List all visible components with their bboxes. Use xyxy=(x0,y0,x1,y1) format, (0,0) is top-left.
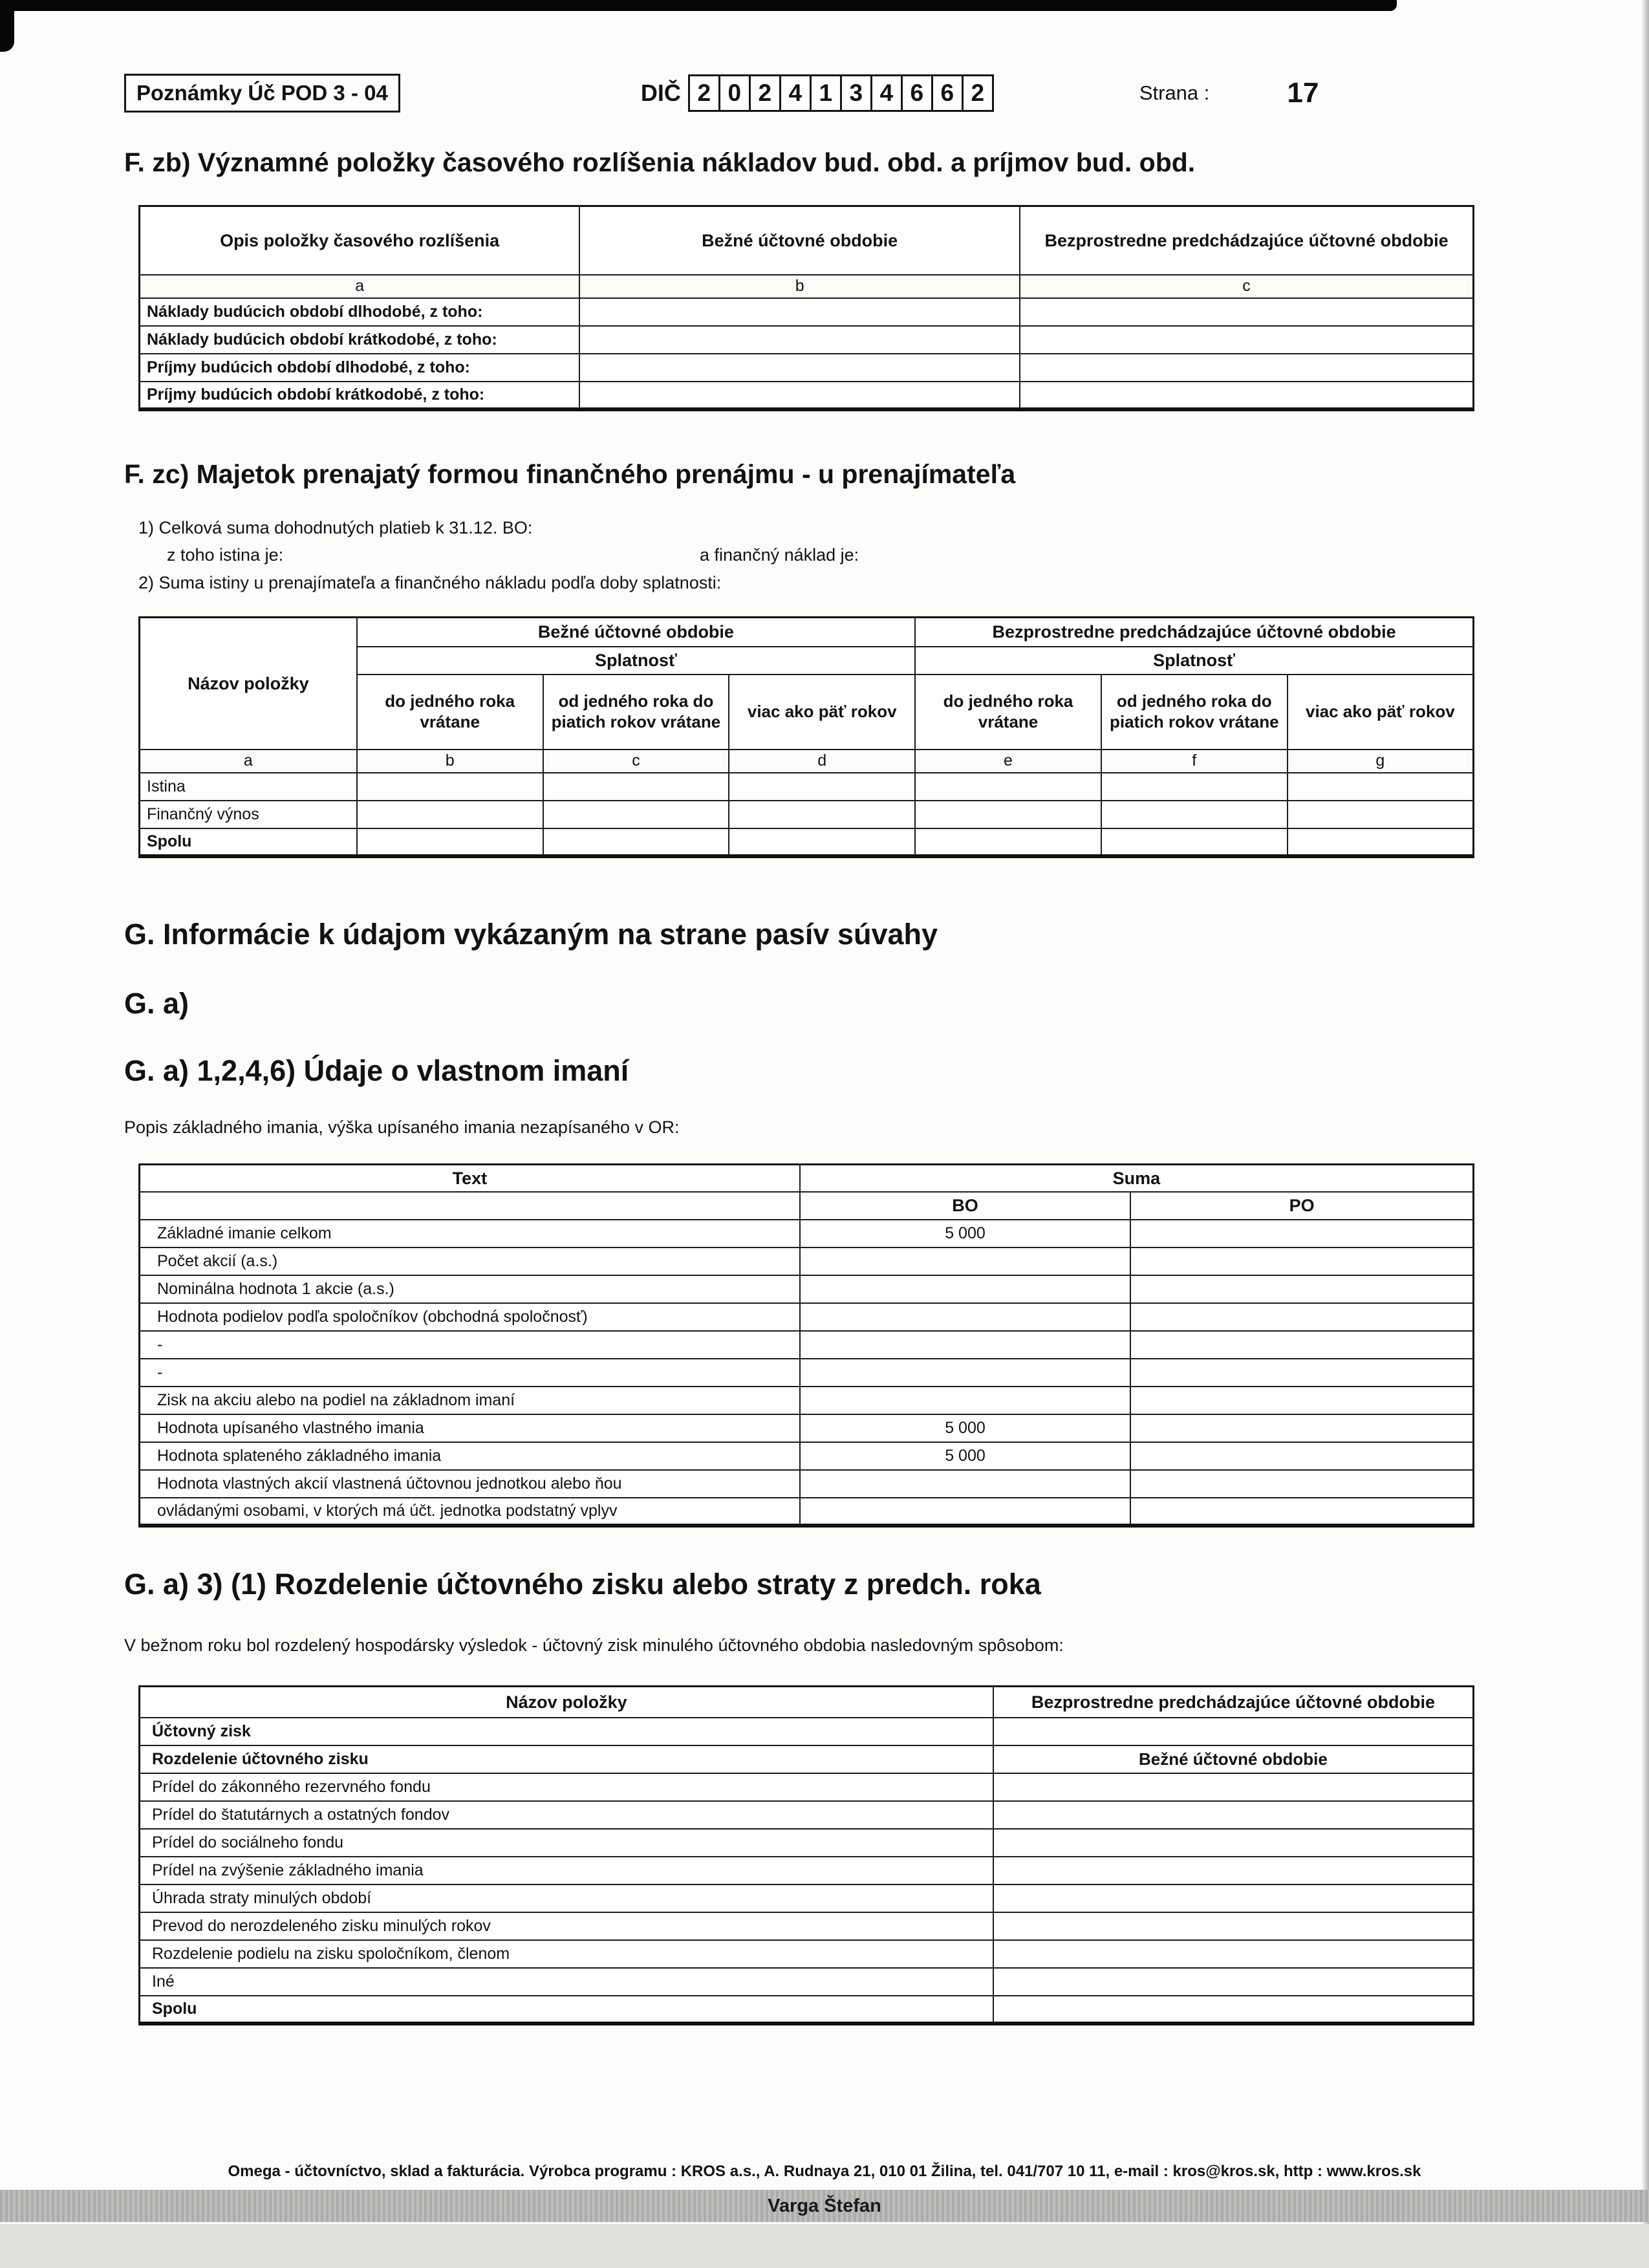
value-cell xyxy=(357,828,543,856)
value-cell-po xyxy=(1130,1331,1473,1359)
column-letter: b xyxy=(579,275,1020,298)
fzc-line-2 xyxy=(138,545,1649,566)
row-label: Prídel na zvýšenie základného imania xyxy=(140,1857,993,1885)
dic-label: DIČ xyxy=(640,80,681,106)
table-row xyxy=(140,1968,1474,1996)
column-letter: a xyxy=(140,750,357,773)
column-header-spacer xyxy=(140,1192,800,1219)
row-label: Finančný výnos xyxy=(140,801,357,828)
section-fzb-title: F. zb) Významné položky časového rozlíšenia nákladov bud. obd. a príjmov bud. obd. xyxy=(124,147,1196,177)
value-cell xyxy=(1101,773,1288,801)
section-g-title: G. Informácie k údajom vykázaným na strane pasív súvahy xyxy=(124,917,938,951)
form-id-box: Poznámky Úč POD 3 - 04 xyxy=(124,74,400,113)
row-label: Úhrada straty minulých období xyxy=(140,1885,993,1912)
row-label: Spolu xyxy=(140,1996,993,2024)
value-cell-po xyxy=(1130,1247,1473,1275)
value-cell-po xyxy=(1020,298,1473,326)
value-cell xyxy=(543,773,729,801)
value-cell xyxy=(993,1857,1474,1885)
value-cell-po xyxy=(1020,354,1473,382)
scan-artifact-right-edge xyxy=(1641,0,1649,2268)
row-label: Iné xyxy=(140,1968,993,1996)
row-label: Príjmy budúcich období dlhodobé, z toho: xyxy=(140,354,580,382)
column-subheader: viac ako päť rokov xyxy=(729,675,915,750)
value-cell xyxy=(729,773,915,801)
page-number: 17 xyxy=(1287,77,1319,109)
value-cell-bo xyxy=(800,1359,1131,1387)
distribution-intro: V bežnom roku bol rozdelený hospodársky výsledok - účtovný zisk minulého účtovného obdobia nasledovným spôsobom: xyxy=(124,1636,1064,1656)
table-row xyxy=(140,1220,1474,1247)
value-cell-po xyxy=(1130,1414,1473,1442)
section-ga-title: G. a) xyxy=(124,987,189,1021)
table-profit-distribution xyxy=(138,1685,1474,2025)
table-row xyxy=(140,1940,1474,1968)
value-cell-po xyxy=(1130,1442,1473,1470)
value-cell-po xyxy=(1130,1498,1473,1526)
page-count-label: Strana : xyxy=(1139,81,1210,104)
value-cell-bo xyxy=(579,354,1020,382)
dic-digit-cell: 6 xyxy=(901,74,933,112)
table-equity xyxy=(138,1163,1474,1528)
value-cell-bo xyxy=(800,1247,1131,1275)
value-cell xyxy=(1288,801,1474,828)
value-cell-bo xyxy=(800,1275,1131,1303)
dic-digit-cell: 6 xyxy=(931,74,964,112)
value-cell xyxy=(993,1773,1474,1801)
value-cell-bo xyxy=(800,1387,1131,1414)
table-row xyxy=(140,326,1474,354)
value-cell xyxy=(357,801,543,828)
column-letter: b xyxy=(357,750,543,773)
column-letter: d xyxy=(729,750,915,773)
value-cell xyxy=(993,1996,1474,2024)
column-header-suma: Suma xyxy=(800,1164,1474,1192)
value-cell-po xyxy=(1130,1359,1473,1387)
value-cell-po xyxy=(1020,326,1473,354)
row-label: Rozdelenie podielu na zisku spoločníkom, členom xyxy=(140,1940,993,1968)
value-cell xyxy=(993,1829,1474,1857)
value-cell xyxy=(993,1968,1474,1996)
value-cell xyxy=(993,1801,1474,1829)
row-label: - xyxy=(140,1359,800,1387)
footer-person-name: Varga Štefan xyxy=(768,2195,881,2216)
dic-digit-cell: 2 xyxy=(688,74,720,112)
column-header-desc: Opis položky časového rozlíšenia xyxy=(140,206,580,275)
fzc-line-1: 1) Celková suma dohodnutých platieb k 31.12. BO: xyxy=(138,517,533,537)
dic-digit-cell: 2 xyxy=(962,74,994,112)
table-row xyxy=(140,298,1474,326)
column-letter: c xyxy=(1020,275,1473,298)
column-letter: a xyxy=(140,275,580,298)
value-cell xyxy=(357,773,543,801)
row-label: Prídel do zákonného rezervného fondu xyxy=(140,1773,993,1801)
table-row xyxy=(140,1498,1474,1526)
value-cell-po xyxy=(1130,1387,1473,1414)
value-cell-bo xyxy=(800,1470,1131,1498)
table-row xyxy=(140,1331,1474,1359)
value-cell-bo: 5 000 xyxy=(800,1220,1131,1247)
dic-digit-cell: 4 xyxy=(779,74,812,112)
dic-digit-cell: 0 xyxy=(718,74,751,112)
dic-digit-cell: 3 xyxy=(840,74,872,112)
table-row xyxy=(140,1885,1474,1912)
value-cell: Bežné účtovné obdobie xyxy=(993,1745,1474,1773)
table-header-row xyxy=(140,1164,1474,1192)
table-row xyxy=(140,1996,1474,2024)
table-header-row xyxy=(140,617,1474,647)
row-label: Prídel do sociálneho fondu xyxy=(140,1829,993,1857)
column-subheader: do jedného roka vrátane xyxy=(915,675,1101,750)
row-label: Nominálna hodnota 1 akcie (a.s.) xyxy=(140,1275,800,1303)
table-row xyxy=(140,1912,1474,1940)
row-label: Prevod do nerozdeleného zisku minulých rokov xyxy=(140,1912,993,1940)
section-ga3-title: G. a) 3) (1) Rozdelenie účtovného zisku alebo straty z predch. roka xyxy=(124,1567,1041,1601)
row-label: Základné imanie celkom xyxy=(140,1220,800,1247)
footer-name-band xyxy=(0,2190,1649,2222)
column-subheader: viac ako päť rokov xyxy=(1288,675,1474,750)
column-header-po: Bezprostredne predchádzajúce účtovné obdobie xyxy=(1020,206,1473,275)
value-cell xyxy=(993,1940,1474,1968)
value-cell-po xyxy=(1130,1220,1473,1247)
value-cell xyxy=(993,1885,1474,1912)
value-cell xyxy=(993,1718,1474,1745)
table-header-row xyxy=(140,1192,1474,1219)
column-letter: c xyxy=(543,750,729,773)
table-row xyxy=(140,1745,1474,1773)
table-row xyxy=(140,1359,1474,1387)
table-row xyxy=(140,1718,1474,1745)
value-cell-bo: 5 000 xyxy=(800,1442,1131,1470)
row-label: ovládanými osobami, v ktorých má účt. jednotka podstatný vplyv xyxy=(140,1498,800,1526)
value-cell-po xyxy=(1130,1470,1473,1498)
value-cell xyxy=(1288,773,1474,801)
section-ga1246-title: G. a) 1,2,4,6) Údaje o vlastnom imaní xyxy=(124,1054,629,1088)
column-letter: f xyxy=(1101,750,1288,773)
row-label: Istina xyxy=(140,773,357,801)
value-cell xyxy=(543,801,729,828)
column-letter-row xyxy=(140,275,1474,298)
column-letter-row xyxy=(140,750,1474,773)
table-row xyxy=(140,1442,1474,1470)
column-header-po: PO xyxy=(1130,1192,1473,1219)
value-cell-bo: 5 000 xyxy=(800,1414,1131,1442)
scan-artifact-bottom xyxy=(0,2224,1649,2268)
column-subheader: do jedného roka vrátane xyxy=(357,675,543,750)
row-label: Účtovný zisk xyxy=(140,1718,993,1745)
value-cell xyxy=(1288,828,1474,856)
column-letter: g xyxy=(1288,750,1474,773)
dic-group xyxy=(641,74,994,112)
scan-artifact-top xyxy=(0,0,1397,11)
table-row xyxy=(140,1247,1474,1275)
row-label: Zisk na akciu alebo na podiel na základnom imaní xyxy=(140,1387,800,1414)
value-cell-bo xyxy=(579,326,1020,354)
row-label: Náklady budúcich období krátkodobé, z toho: xyxy=(140,326,580,354)
table-row xyxy=(140,1414,1474,1442)
row-label: Hodnota upísaného vlastného imania xyxy=(140,1414,800,1442)
table-header-row xyxy=(140,1687,1474,1718)
value-cell-bo xyxy=(579,382,1020,409)
table-header-row xyxy=(140,206,1474,275)
value-cell-bo xyxy=(800,1331,1131,1359)
column-header-po: Bezprostredne predchádzajúce účtovné obdobie xyxy=(993,1687,1474,1718)
column-header-bo: BO xyxy=(800,1192,1131,1219)
fzc-line-2b: a finančný náklad je: xyxy=(700,545,859,565)
column-header-splatnost: Splatnosť xyxy=(357,647,915,674)
value-cell-po xyxy=(1130,1275,1473,1303)
value-cell-bo xyxy=(579,298,1020,326)
table-row xyxy=(140,773,1474,801)
fzc-line-3: 2) Suma istiny u prenajímateľa a finančného nákladu podľa doby splatnosti: xyxy=(138,572,722,592)
fzc-line-2a: z toho istina je: xyxy=(167,545,284,565)
page-header xyxy=(124,72,1649,114)
column-group-bo: Bežné účtovné obdobie xyxy=(357,617,915,647)
column-group-po: Bezprostredne predchádzajúce účtovné obdobie xyxy=(915,617,1473,647)
table-row xyxy=(140,382,1474,409)
section-fzc-title: F. zc) Majetok prenajatý formou finančného prenájmu - u prenajímateľa xyxy=(124,459,1016,489)
table-row xyxy=(140,354,1474,382)
value-cell xyxy=(729,801,915,828)
equity-intro: Popis základného imania, výška upísaného imania nezapísaného v OR: xyxy=(124,1117,680,1137)
table-row xyxy=(140,801,1474,828)
table-row xyxy=(140,1303,1474,1331)
fzc-intro-lines xyxy=(124,518,1649,593)
dic-digit-cell: 2 xyxy=(749,74,781,112)
row-label: Počet akcií (a.s.) xyxy=(140,1247,800,1275)
column-header-splatnost: Splatnosť xyxy=(915,647,1473,674)
row-label: Hodnota splateného základného imania xyxy=(140,1442,800,1470)
value-cell xyxy=(993,1912,1474,1940)
value-cell-po xyxy=(1130,1303,1473,1331)
column-header-name: Názov položky xyxy=(140,1687,993,1718)
table-row xyxy=(140,1773,1474,1801)
scan-artifact-corner xyxy=(0,0,14,52)
value-cell xyxy=(1101,801,1288,828)
value-cell-bo xyxy=(800,1498,1131,1526)
value-cell-po xyxy=(1020,382,1473,409)
footer-vendor-line: Omega - účtovníctvo, sklad a fakturácia. Výrobca programu : KROS a.s., A. Rudnaya 21, 010 01 Žilina, tel. 041/707 10 11, e-mail : kros@kros.sk, http : www.kros.sk xyxy=(228,2163,1421,2180)
value-cell xyxy=(1101,828,1288,856)
table-fzb xyxy=(138,205,1474,411)
table-row xyxy=(140,1470,1474,1498)
dic-digit-cell: 1 xyxy=(810,74,842,112)
table-row xyxy=(140,1275,1474,1303)
value-cell xyxy=(729,828,915,856)
table-row xyxy=(140,1801,1474,1829)
row-label: Hodnota vlastných akcií vlastnená účtovnou jednotkou alebo ňou xyxy=(140,1470,800,1498)
dic-digit-cell: 4 xyxy=(870,74,903,112)
value-cell-bo xyxy=(800,1303,1131,1331)
value-cell xyxy=(915,801,1101,828)
table-row xyxy=(140,1829,1474,1857)
row-label: - xyxy=(140,1331,800,1359)
column-header-text: Text xyxy=(140,1164,800,1192)
column-letter: e xyxy=(915,750,1101,773)
value-cell xyxy=(915,828,1101,856)
row-label: Rozdelenie účtovného zisku xyxy=(140,1745,993,1773)
row-label: Hodnota podielov podľa spoločníkov (obchodná spoločnosť) xyxy=(140,1303,800,1331)
table-row xyxy=(140,828,1474,856)
column-header-bo: Bežné účtovné obdobie xyxy=(579,206,1020,275)
row-label: Spolu xyxy=(140,828,357,856)
row-label: Prídel do štatutárnych a ostatných fondov xyxy=(140,1801,993,1829)
value-cell xyxy=(543,828,729,856)
table-row xyxy=(140,1387,1474,1414)
column-subheader: od jedného roka do piatich rokov vrátane xyxy=(543,675,729,750)
row-label: Náklady budúcich období dlhodobé, z toho: xyxy=(140,298,580,326)
table-row xyxy=(140,1857,1474,1885)
dic-digit-boxes xyxy=(690,74,994,112)
value-cell xyxy=(915,773,1101,801)
column-subheader: od jedného roka do piatich rokov vrátane xyxy=(1101,675,1288,750)
row-label: Príjmy budúcich období krátkodobé, z toho: xyxy=(140,382,580,409)
table-fzc xyxy=(138,616,1474,858)
column-header-name: Názov položky xyxy=(140,617,357,749)
